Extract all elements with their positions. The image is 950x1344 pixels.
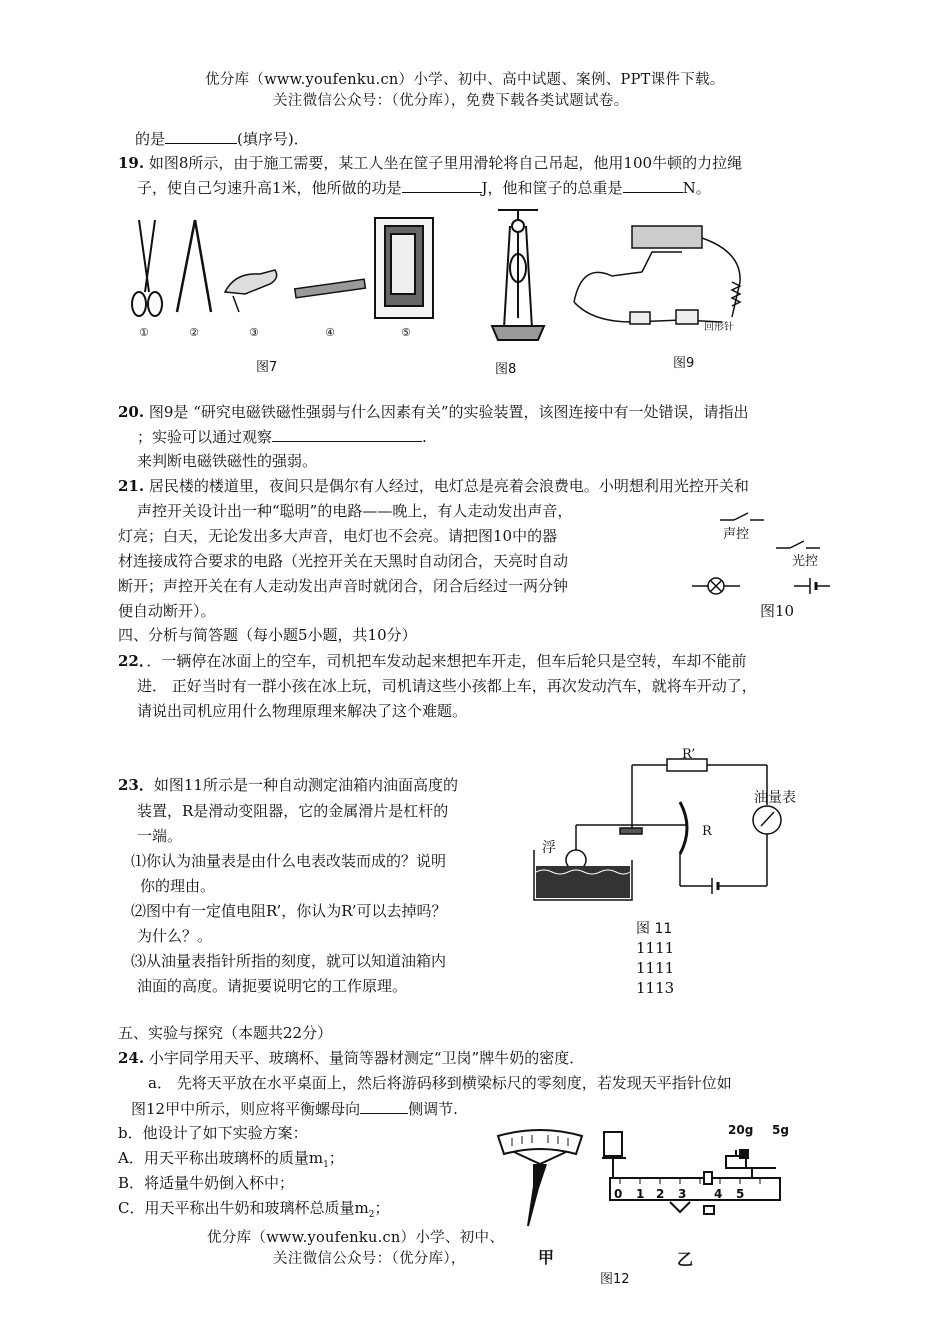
q20-line-3: 来判断电磁铁磁性的强弱。: [137, 452, 318, 470]
fig12-label-yi: 乙: [677, 1250, 694, 1269]
q22-line-1: 22．．一辆停在冰面上的空车，司机把车发动起来想把车开走，但车后轮只是空转，车却不能前: [118, 652, 747, 670]
fig8-caption: 图8: [495, 362, 517, 377]
q20-line-1: 20. 图9是 “研究电磁铁磁性强弱与什么因素有关”的实验装置，该图连接中有一处错误，请指出: [118, 403, 749, 421]
q24-step-b: B．将适量牛奶倒入杯中；: [118, 1174, 295, 1192]
q19-line-2: 子，使自己匀速升高1米，他所做的功是 J，他和筐子的总重是 N。: [137, 176, 711, 199]
q23-sub1-a: ⑴你认为油量表是由什么电表改装而成的？说明: [131, 852, 447, 870]
q23-sub2-b: 为什么？。: [137, 927, 213, 945]
q24-line-b: b．他设计了如下实验方案：: [118, 1124, 308, 1142]
fig12-scale-1: 1: [636, 1187, 645, 1201]
q20-line-2: ；实验可以通过观察 .: [137, 425, 427, 448]
fig7-label-4: ④: [325, 326, 335, 339]
opener-icon: [295, 279, 366, 298]
q24-step-c: C．用天平称出牛奶和玻璃杯总质量$m_2$；: [118, 1199, 390, 1220]
fig11-label-r: R: [702, 824, 712, 839]
q19-line-1: 19. 如图8所示，由于施工需要，某工人坐在筐子里用滑轮将自己吊起，他用100牛顿的力拉绳: [118, 154, 743, 172]
figure-9-electromagnet: [572, 222, 782, 342]
fig12-label-jia: 甲: [538, 1248, 555, 1267]
fig11-extra-3: 1113: [636, 979, 675, 997]
q21-line-3: 灯亮；白天，无论发出多大声音，电灯也不会亮。请把图10中的器: [118, 527, 558, 545]
section-5-heading: 五、实验与探究（本题共22分）: [118, 1024, 333, 1042]
fig12-scale-4: 4: [714, 1187, 723, 1201]
q24-line-a1: a． 先将天平放在水平桌面上，然后将游码移到横梁标尺的零刻度，若发现天平指针位如: [148, 1074, 732, 1092]
tweezers-icon: [177, 220, 211, 312]
q21-line-2: 声控开关设计出一种“聪明”的电路——晚上，有人走动发出声音，: [137, 502, 573, 520]
fig11-label-meter: 油量表: [754, 790, 796, 806]
q24-line-1: 24. 小宇同学用天平、玻璃杯、量筒等器材测定“卫岗”牌牛奶的密度．: [118, 1049, 585, 1067]
figure-12-yi-balance: [600, 1120, 790, 1220]
door-icon: [375, 218, 433, 318]
header-line-1: 优分库（www.youfenku.cn）小学、初中、高中试题、案例、PPT课件下载。: [205, 72, 725, 88]
fig11-label-rprime: R’: [682, 747, 696, 762]
fig7-label-1: ①: [139, 326, 149, 339]
fig11-extra-1: 1111: [636, 939, 675, 957]
fig11-caption: 图 11: [636, 921, 673, 937]
fig12-scale-0: 0: [614, 1187, 623, 1201]
q23-sub3-b: 油面的高度。请扼要说明它的工作原理。: [137, 977, 408, 995]
fig9-label-clip: 回形针: [704, 322, 734, 333]
fig7-caption: 图7: [256, 360, 278, 375]
section-4-heading: 四、分析与简答题（每小题5小题，共10分）: [118, 626, 417, 644]
q21-line-1: 21. 居民楼的楼道里，夜间只是偶尔有人经过，电灯总是亮着会浪费电。小明想利用光控开关和: [118, 477, 749, 495]
fig12-scale-2: 2: [656, 1187, 665, 1201]
q23-sub1-b: 你的理由。: [140, 877, 216, 895]
fig9-caption: 图9: [673, 356, 695, 371]
fig10-label-sound: 声控: [723, 527, 750, 542]
q23-line-2: 装置，R是滑动变阻器，它的金属滑片是杠杆的: [137, 802, 449, 820]
fig7-label-2: ②: [189, 326, 199, 339]
fig12-caption: 图12: [600, 1272, 630, 1287]
footer-line-1: 优分库（www.youfenku.cn）小学、初中、: [207, 1230, 505, 1246]
scissors-icon: [132, 220, 162, 316]
fig12-scale-3: 3: [678, 1187, 687, 1201]
q23-line-1: 23．如图11所示是一种自动测定油箱内油面高度的: [118, 776, 458, 794]
footer-line-2: 关注微信公众号：（优分库），: [273, 1251, 466, 1267]
fig7-label-5: ⑤: [401, 326, 411, 339]
header-line-2: 关注微信公众号：（优分库），免费下载各类试题试卷。: [273, 93, 629, 109]
fig12-scale-5: 5: [736, 1187, 745, 1201]
fig11-label-float: 浮: [542, 840, 556, 856]
q23-sub3-a: ⑶从油量表指针所指的刻度，就可以知道油箱内: [131, 952, 447, 970]
fig12-weight-5g: 5g: [772, 1123, 789, 1137]
q22-line-2: 进． 正好当时有一群小孩在冰上玩，司机请这些小孩都上车，再次发动汽车，就将车开动了，: [137, 677, 757, 695]
q23-line-3: 一端。: [137, 827, 183, 845]
fig10-caption: 图10: [760, 602, 795, 620]
figure-8-pulley: [488, 208, 548, 348]
figure-12-jia-dial: [494, 1126, 586, 1236]
figure-11-fuel-gauge: [532, 740, 812, 910]
q24-line-a2: 图12甲中所示，则应将平衡螺母向 侧调节.: [131, 1097, 458, 1120]
q18-tail: 的是 (填序号)．: [135, 127, 309, 150]
figure-7-tools: [125, 212, 445, 342]
fig7-label-3: ③: [249, 326, 259, 339]
q21-line-5: 断开；声控开关在有人走动发出声音时就闭合，闭合后经过一两分钟: [118, 577, 569, 595]
hand-icon: [225, 270, 277, 312]
q21-line-4: 材连接成符合要求的电路（光控开关在天黑时自动闭合，天亮时自动: [118, 552, 569, 570]
fig11-extra-2: 1111: [636, 959, 675, 977]
fig10-label-light: 光控: [792, 554, 819, 569]
q23-sub2-a: ⑵图中有一定值电阻R’，你认为R’可以去掉吗？: [131, 902, 447, 920]
q24-step-a: A．用天平称出玻璃杯的质量$m_1$；: [118, 1149, 344, 1170]
q21-line-6: 便自动断开）。: [118, 602, 216, 620]
q22-line-3: 请说出司机应用什么物理原理来解决了这个难题。: [137, 702, 468, 720]
fig12-weight-20g: 20g: [728, 1123, 754, 1137]
